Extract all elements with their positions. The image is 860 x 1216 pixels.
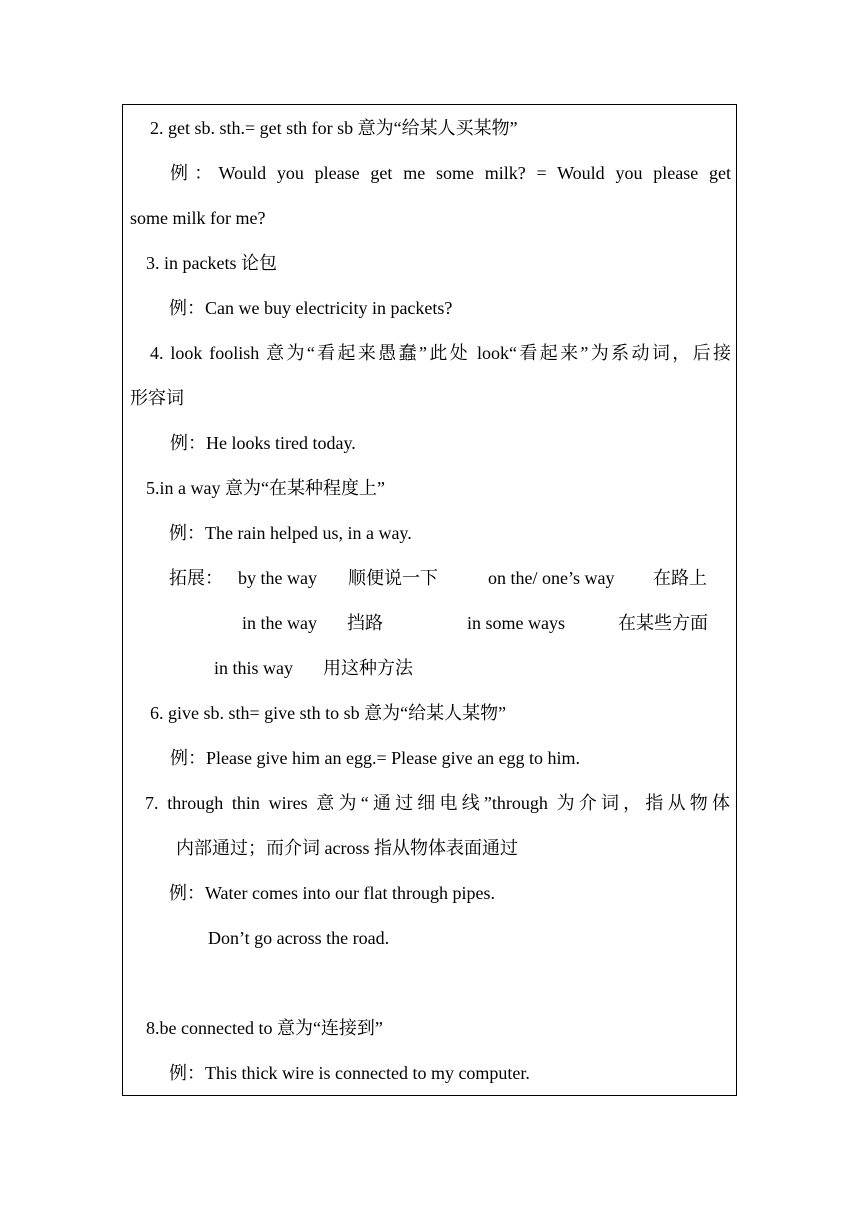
expansion-phrase: in this way	[214, 658, 293, 678]
item-4-example: 例：He looks tired today.	[170, 433, 356, 453]
item-5-expansion-label: 拓展：	[169, 568, 223, 588]
item-7-title-line2: 内部通过；而介词 across 指从物体表面通过	[176, 838, 518, 858]
expansion-phrase: in the way	[242, 613, 317, 633]
item-4-title-line1: 4. look foolish 意为“看起来愚蠢”此处 look“看起来”为系动词，后接	[150, 343, 731, 363]
item-8-title: 8.be connected to 意为“连接到”	[146, 1018, 383, 1038]
expansion-phrase: by the way	[238, 568, 317, 588]
item-4-title-line2: 形容词	[130, 388, 184, 408]
expansion-meaning: 顺便说一下	[348, 568, 438, 588]
item-8-example: 例：This thick wire is connected to my computer.	[169, 1063, 530, 1083]
item-2-example-line2: some milk for me?	[130, 208, 266, 228]
expansion-meaning: 在某些方面	[618, 613, 708, 633]
item-7-example-line1: 例：Water comes into our flat through pipes.	[169, 883, 495, 903]
item-6-example: 例：Please give him an egg.= Please give an egg to him.	[170, 748, 581, 768]
item-5-example: 例：The rain helped us, in a way.	[169, 523, 412, 543]
expansion-phrase: on the/ one’s way	[488, 568, 615, 588]
item-7-title-line1: 7. through thin wires 意为“通过细电线”through 为介词，指从物体	[145, 793, 730, 813]
item-3-example: 例：Can we buy electricity in packets?	[169, 298, 453, 318]
item-7-example-line2: Don’t go across the road.	[208, 928, 390, 948]
item-2-example-line1: 例：Would you please get me some milk? = Would you please get	[170, 163, 731, 183]
item-6-title: 6. give sb. sth= give sth to sb 意为“给某人某物”	[150, 703, 507, 723]
expansion-meaning: 用这种方法	[323, 658, 413, 678]
item-5-title: 5.in a way 意为“在某种程度上”	[146, 478, 385, 498]
item-3-title: 3. in packets 论包	[146, 253, 277, 273]
expansion-phrase: in some ways	[467, 613, 565, 633]
expansion-meaning: 挡路	[347, 613, 383, 633]
expansion-meaning: 在路上	[653, 568, 707, 588]
item-2-title: 2. get sb. sth.= get sth for sb 意为“给某人买某物”	[150, 118, 518, 138]
